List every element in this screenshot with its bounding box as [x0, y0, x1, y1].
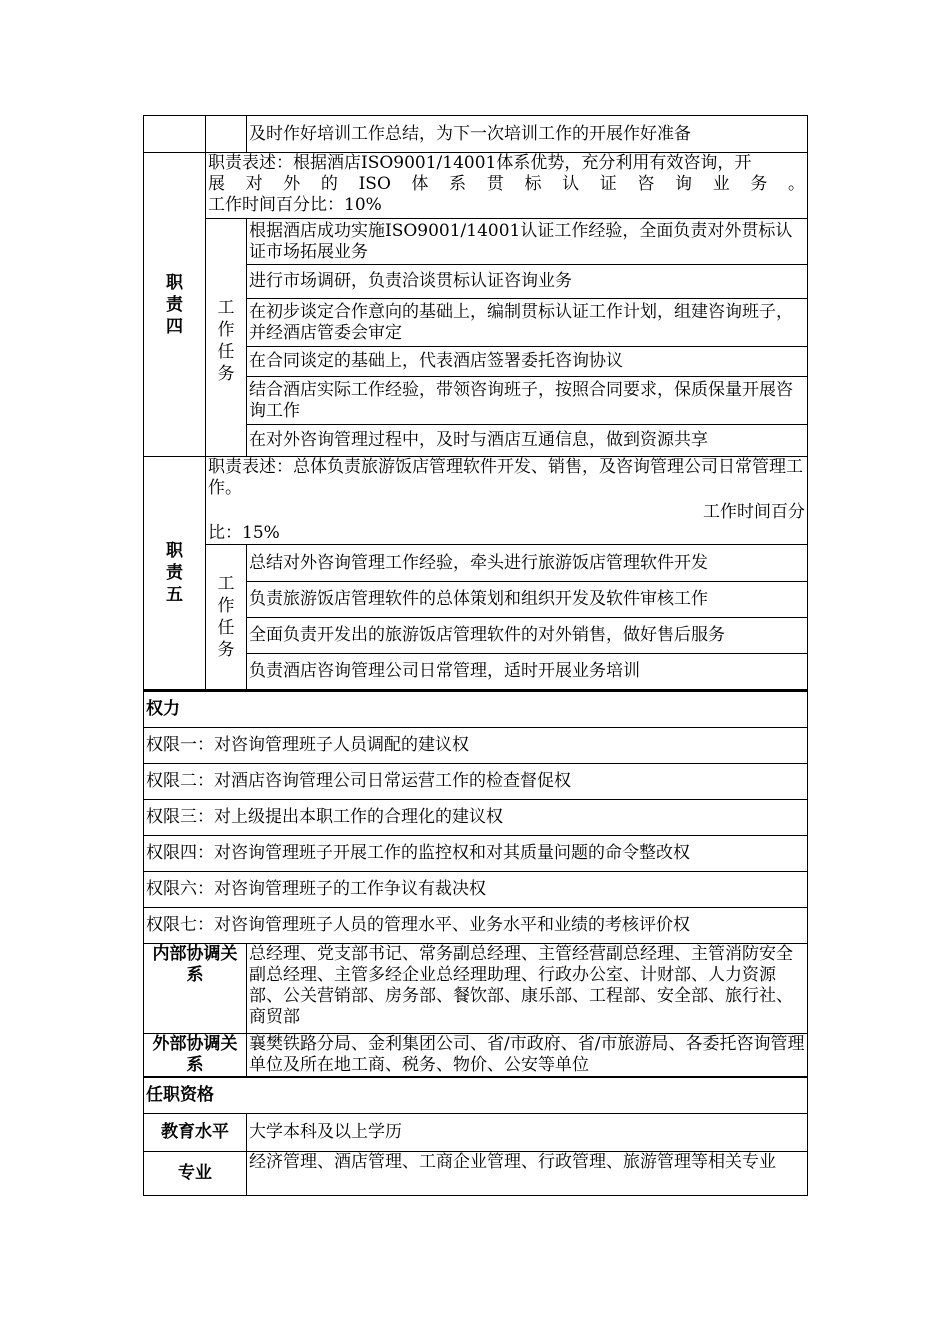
duty-five-task: 总结对外咨询管理工作经验，牵头进行旅游饭店管理软件开发	[247, 545, 808, 582]
duty-four-desc-line1: 职责表述：根据酒店ISO9001/14001体系优势，充分利用有效咨询，开	[208, 153, 752, 173]
duty-four-time: 工作时间百分比：10%	[208, 195, 382, 215]
education-label: 教育水平	[144, 1113, 247, 1151]
duty-five-task: 负责旅游饭店管理软件的总体策划和组织开发及软件审核工作	[247, 582, 808, 618]
power-item: 权限一：对咨询管理班子人员调配的建议权	[144, 727, 808, 763]
duty-four-task: 在初步谈定合作意向的基础上，编制贯标认证工作计划，组建咨询班子，并经酒店管委会审定	[247, 299, 808, 347]
duties-table	[143, 115, 808, 691]
duty-five-task: 全面负责开发出的旅游饭店管理软件的对外销售，做好售后服务	[247, 618, 808, 654]
duty-five-task-label: 工 作 任 务	[206, 545, 247, 690]
duty-five-time-part2: 比：15%	[208, 523, 280, 543]
power-item: 权限七：对咨询管理班子人员的管理水平、业务水平和业绩的考核评价权	[144, 907, 808, 943]
duty-four-desc-line2: 展对外的ISO体系贯标认证咨询业务。	[208, 174, 805, 194]
internal-relations-label: 内部协调关系	[144, 943, 247, 1033]
external-relations-value: 襄樊铁路分局、金利集团公司、省/市政府、省/市旅游局、各委托咨询管理单位及所在地工商、税务、物价、公安等单位	[247, 1033, 808, 1077]
power-title: 权力	[144, 691, 808, 727]
power-item: 权限三：对上级提出本职工作的合理化的建议权	[144, 799, 808, 835]
major-value: 经济管理、酒店管理、工商企业管理、行政管理、旅游管理等相关专业	[247, 1151, 808, 1195]
duty-five-time-part1: 工作时间百分	[703, 502, 805, 522]
power-item: 权限四：对咨询管理班子开展工作的监控权和对其质量问题的命令整改权	[144, 835, 808, 871]
education-value: 大学本科及以上学历	[247, 1113, 808, 1151]
empty-cell	[144, 116, 206, 153]
duty-four-description	[206, 153, 808, 219]
qualification-title: 任职资格	[144, 1077, 808, 1113]
empty-cell	[206, 116, 247, 153]
power-item: 权限六：对咨询管理班子的工作争议有裁决权	[144, 871, 808, 907]
power-item: 权限二：对酒店咨询管理公司日常运营工作的检查督促权	[144, 763, 808, 799]
duty-five-description	[206, 457, 808, 545]
internal-relations-value: 总经理、党支部书记、常务副总经理、主管经营副总经理、主管消防安全副总经理、主管多经企业总经理助理、行政办公室、计财部、人力资源部、公关营销部、房务部、餐饮部、康乐部、工程部、安全部、旅行社、商贸部	[247, 943, 808, 1033]
duty-five-desc: 职责表述：总体负责旅游饭店管理软件开发、销售，及咨询管理公司日常管理工作。	[208, 457, 803, 498]
duty-four-task-label: 工 作 任 务	[206, 219, 247, 457]
power-table	[143, 691, 808, 1196]
duty-four-task: 结合酒店实际工作经验，带领咨询班子，按照合同要求，保质保量开展咨询工作	[247, 377, 808, 425]
duty-four-task: 进行市场调研，负责洽谈贯标认证咨询业务	[247, 265, 808, 299]
external-relations-label: 外部协调关系	[144, 1033, 247, 1077]
major-label: 专业	[144, 1151, 247, 1195]
duty-four-label-text: 职 责 四	[166, 272, 183, 337]
duty-four-label	[144, 153, 206, 457]
duty-four-task: 在合同谈定的基础上，代表酒店签署委托咨询协议	[247, 347, 808, 377]
duty-five-label: 职 责 五	[144, 457, 206, 690]
duty-four-task: 在对外咨询管理过程中，及时与酒店互通信息，做到资源共享	[247, 425, 808, 457]
duty-four-task: 根据酒店成功实施ISO9001/14001认证工作经验，全面负责对外贯标认证市场拓展业务	[247, 219, 808, 265]
job-description-document	[143, 115, 807, 1196]
duty-five-task: 负责酒店咨询管理公司日常管理，适时开展业务培训	[247, 654, 808, 690]
task-text: 及时作好培训工作总结，为下一次培训工作的开展作好准备	[247, 116, 808, 153]
